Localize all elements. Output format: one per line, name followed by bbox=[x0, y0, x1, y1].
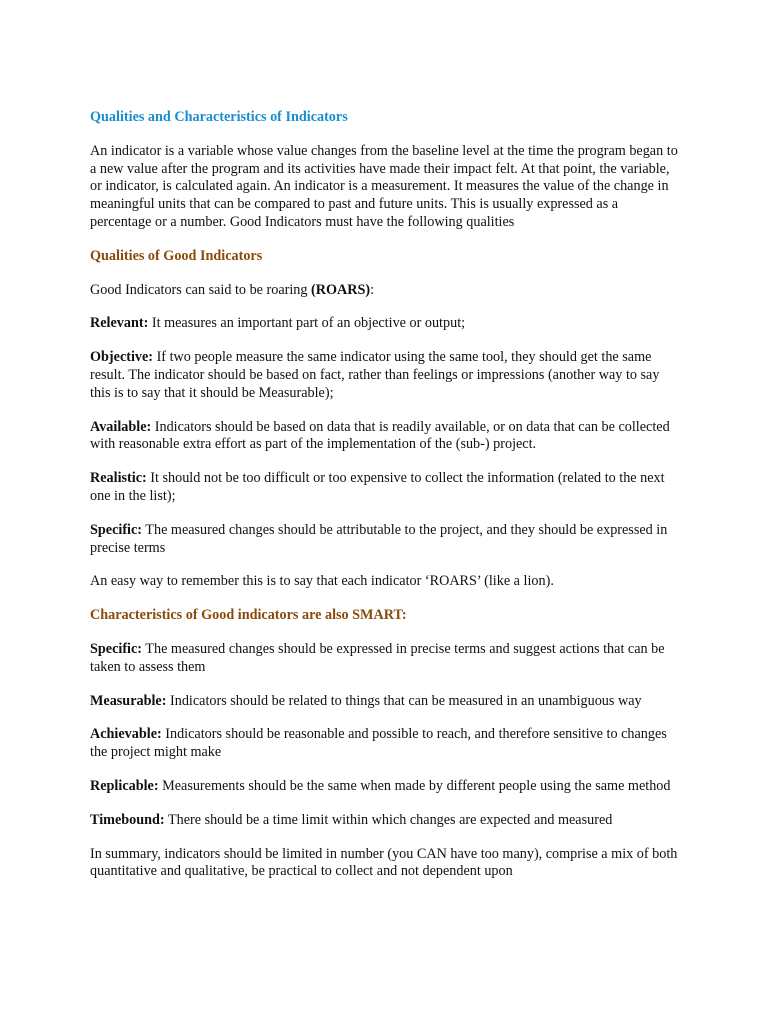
smart-term: Achievable: bbox=[90, 726, 162, 743]
roars-text: It should not be too difficult or too expensive to collect the information (related to the next one in the list); bbox=[90, 470, 665, 504]
smart-text: The measured changes should be expressed in precise terms and suggest actions that can be taken to assess them bbox=[90, 640, 665, 675]
roars-acronym: (ROARS) bbox=[311, 281, 371, 298]
summary-paragraph: In summary, indicators should be limited in number (you CAN have too many), comprise a mix of both quantitative and qualitative, be practical to collect and not dependent upon bbox=[90, 845, 678, 880]
smart-item-achievable bbox=[90, 726, 678, 762]
roars-intro-text: Good Indicators can said to be roaring bbox=[90, 281, 312, 298]
smart-item-measurable bbox=[90, 693, 678, 711]
roars-item-specific bbox=[90, 522, 678, 558]
roars-text: Indicators should be based on data that is readily available, or on data that can be collected with reasonable extra effort as part of the implementation of the (sub-) project. bbox=[90, 418, 670, 453]
roars-term: Objective: bbox=[90, 349, 154, 366]
roars-text: It measures an important part of an objective or output; bbox=[148, 315, 466, 332]
smart-text: Indicators should be reasonable and possible to reach, and therefore sensitive to changes the project might make bbox=[90, 726, 667, 761]
qualities-heading: Qualities of Good Indicators bbox=[90, 247, 263, 264]
roars-summary: An easy way to remember this is to say that each indicator ‘ROARS’ (like a lion). bbox=[90, 573, 554, 590]
smart-term: Measurable: bbox=[90, 692, 167, 709]
document-title: Qualities and Characteristics of Indicators bbox=[90, 109, 348, 125]
smart-text: There should be a time limit within which changes are expected and measured bbox=[164, 811, 613, 828]
smart-item-replicable bbox=[90, 778, 678, 796]
roars-term: Available: bbox=[90, 418, 152, 435]
roars-item-available bbox=[90, 419, 678, 455]
smart-term: Specific: bbox=[90, 640, 143, 657]
smart-text: Measurements should be the same when made by different people using the same method bbox=[158, 777, 671, 794]
smart-item-specific bbox=[90, 641, 678, 677]
roars-intro bbox=[90, 282, 678, 300]
roars-intro-colon: : bbox=[370, 281, 375, 298]
roars-text: The measured changes should be attributable to the project, and they should be expressed in precise terms bbox=[90, 521, 668, 556]
intro-paragraph: An indicator is a variable whose value changes from the baseline level at the time the program began to a new value after the program and its activities have made their impact felt. At that point, the variable, or indicator, is calculated again. An indicator is a measurement. It measures the value of the change in meaningful units that can be compared to past and future units. This is usually expressed as a percentage or a number. Good Indicators must have the following qualities bbox=[90, 142, 678, 230]
roars-term: Specific: bbox=[90, 521, 143, 538]
smart-term: Timebound: bbox=[90, 811, 165, 828]
roars-term: Relevant: bbox=[90, 315, 149, 332]
smart-term: Replicable: bbox=[90, 777, 159, 794]
roars-term: Realistic: bbox=[90, 470, 147, 487]
roars-item-objective bbox=[90, 349, 678, 402]
roars-item-realistic bbox=[90, 470, 678, 506]
smart-item-timebound bbox=[90, 812, 678, 830]
roars-item-relevant bbox=[90, 315, 678, 333]
smart-text: Indicators should be related to things that can be measured in an unambiguous way bbox=[166, 692, 642, 709]
smart-heading: Characteristics of Good indicators are also SMART: bbox=[90, 607, 407, 624]
roars-text: If two people measure the same indicator using the same tool, they should get the same result. The indicator should be based on fact, rather than feelings or impressions (another way to say this is to say that it should be Measurable); bbox=[90, 349, 660, 401]
